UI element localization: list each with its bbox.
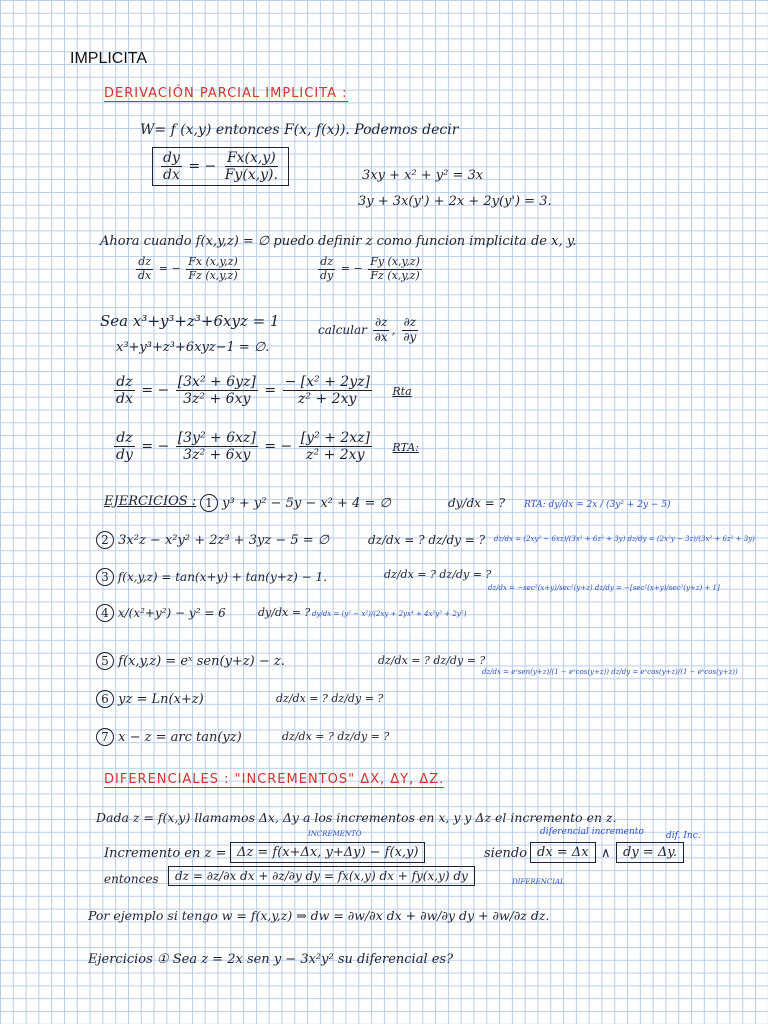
incremento-note: INCREMENTO	[308, 830, 362, 838]
exercise-2-answer: dz/dx = (2xy² − 6xz)/(3x² + 6z² + 3y) dz/dy = (2x²y − 3z)/(3x² + 6z² + 3y)	[494, 535, 755, 543]
exercise-5-ask: dz/dx = ? dz/dy = ?	[378, 654, 486, 667]
example-line-2: 3y + 3x(y') + 2x + 2y(y') = 3.	[358, 194, 552, 209]
fraction-denominator: dx	[116, 391, 133, 408]
exercise-3	[96, 568, 327, 586]
fraction-numerator: [y² + 2xz]	[300, 430, 370, 446]
equals-sign: =	[264, 382, 277, 399]
result-dz-dy	[112, 430, 419, 463]
exercise-1	[200, 494, 391, 512]
result-dz-dx	[112, 374, 412, 407]
exercise-1-answer: RTA: dy/dx = 2x / (3y² + 2y − 5)	[524, 500, 671, 510]
section-heading-derivacion: DERIVACIÓN PARCIAL IMPLICITA :	[104, 86, 348, 101]
exercise-number: 7	[96, 728, 114, 746]
answer-tag: Rta	[392, 384, 412, 398]
fraction-denominator: ∂y	[403, 329, 417, 344]
fraction-denominator: Fy(x,y).	[224, 167, 278, 184]
fraction-numerator: Fx(x,y)	[226, 150, 276, 166]
section-heading-diferenciales	[104, 772, 444, 787]
exercise-6	[96, 690, 204, 708]
answer-tag: RTA:	[392, 440, 419, 454]
exercise-expression: yz = Ln(x+z)	[118, 692, 204, 707]
equals-sign: = −	[340, 262, 363, 276]
sea-equation: Sea x³+y³+z³+6xyz = 1	[100, 312, 280, 330]
exercise-4-answer: dy/dx = (y² − x²)/(2xy + 2yx⁴ + 4x²y³ + 2y⁵)	[312, 610, 467, 618]
dy-formula-box: dy = Δy.	[616, 842, 684, 863]
fraction-denominator: dx	[163, 167, 180, 184]
fraction-numerator: − [x² + 2yz]	[284, 374, 370, 390]
exercise-expression: x/(x²+y²) − y² = 6	[117, 606, 226, 620]
exercise-expression: f(x,y,z) = tan(x+y) + tan(y+z) − 1.	[117, 570, 327, 584]
exercise-6-ask: dz/dx = ? dz/dy = ?	[276, 692, 384, 705]
fraction-numerator: [3x² + 6yz]	[177, 374, 256, 390]
exercise-7-ask: dz/dx = ? dz/dy = ?	[282, 730, 390, 743]
sea-equation-zero: x³+y³+z³+6xyz−1 = ∅.	[116, 340, 270, 355]
exercise-5	[96, 652, 285, 670]
dx-formula-box: dx = Δx	[530, 842, 596, 863]
diferencial-note: diferencial incremento	[540, 827, 644, 837]
incremento-label: Incremento en z =	[104, 846, 227, 861]
equals-sign: = −	[264, 438, 293, 455]
exercise-7	[96, 728, 242, 746]
fraction-denominator: dy	[116, 447, 133, 464]
equals-sign: = −	[188, 158, 217, 175]
dada-line: Dada z = f(x,y) llamamos Δx, Δy a los incrementos en x, y y Δz el incremento en z.	[96, 810, 617, 825]
and-symbol: ∧	[601, 846, 611, 861]
fraction-denominator: 3z² + 6xy	[183, 391, 251, 408]
fraction-numerator: dz	[116, 430, 133, 446]
exercise-number: 3	[96, 568, 114, 586]
exercise-4	[96, 604, 226, 622]
formula-dz-dy	[316, 256, 424, 282]
formula-dz-dx	[134, 256, 242, 282]
exercise-number: 2	[96, 531, 114, 549]
fraction-denominator: Fz (x,y,z)	[370, 268, 420, 282]
fraction-denominator: Fz (x,y,z)	[188, 268, 238, 282]
incremento-formula-box: Δz = f(x+Δx, y+Δy) − f(x,y)	[230, 842, 425, 863]
fraction-numerator: dz	[320, 255, 334, 268]
example-line-1: 3xy + x² + y² = 3x	[362, 168, 484, 183]
equals-sign: = −	[141, 382, 170, 399]
exercise-2-ask: dz/dx = ? dz/dy = ?	[368, 533, 486, 547]
ejercicios-label: EJERCICIOS :	[104, 494, 197, 509]
fraction-numerator: Fy (x,y,z)	[370, 255, 420, 268]
fraction-denominator: z² + 2xy	[306, 447, 365, 464]
fraction-denominator: z² + 2xy	[298, 391, 357, 408]
fraction-numerator: ∂z	[403, 315, 417, 329]
ejemplo-line: Por ejemplo si tengo w = f(x,y,z) ⇒ dw = ∂w/∂x dx + ∂w/∂y dy + ∂w/∂z dz.	[88, 908, 550, 923]
exercise-3-answer: dz/dx = −sec²(x+y)/sec²(y+z) dz/dy = −[sec²(x+y)/sec²(y+z) + 1]	[488, 584, 720, 592]
fraction-numerator: [3y² + 6xz]	[177, 430, 256, 446]
ejercicio-final: Ejercicios ① Sea z = 2x sen y − 3x²y² su diferencial es?	[88, 952, 454, 967]
differential-formula-box: dz = ∂z/∂x dx + ∂z/∂y dy = fx(x,y) dx + fy(x,y) dy	[168, 866, 475, 886]
fraction-numerator: dz	[116, 374, 133, 390]
entonces-label: entonces	[104, 872, 159, 886]
page-title: IMPLICITA	[70, 50, 148, 67]
text-line-implicit: Ahora cuando f(x,y,z) = ∅ puedo definir z como funcion implicita de x, y.	[100, 234, 577, 249]
equals-sign: = −	[141, 438, 170, 455]
exercise-expression: 3x²z − x²y² + 2z³ + 3yz − 5 = ∅	[118, 533, 330, 548]
siendo-label: siendo	[484, 846, 528, 861]
exercise-5-answer: dz/dx = eˣsen(y+z)/(1 − eˣcos(y+z)) dz/dy = eˣcos(y+z)/(1 − eˣcos(y+z))	[482, 668, 738, 676]
exercise-expression: x − z = arc tan(yz)	[118, 730, 242, 745]
fraction-denominator: 3z² + 6xy	[183, 447, 251, 464]
dif-inc-note: dif. Inc.	[666, 831, 701, 841]
fraction-denominator: dy	[320, 268, 334, 282]
exercise-3-ask: dz/dx = ? dz/dy = ?	[384, 568, 492, 581]
fraction-numerator: ∂z	[374, 315, 388, 329]
exercise-1-ask: dy/dx = ?	[448, 496, 506, 510]
exercise-number: 5	[96, 652, 114, 670]
fraction-numerator: dz	[138, 255, 152, 268]
exercise-expression: f(x,y,z) = eˣ sen(y+z) − z.	[118, 654, 285, 669]
exercise-number: 4	[96, 604, 114, 622]
exercise-4-ask: dy/dx = ?	[258, 606, 311, 619]
fraction-denominator: ∂x	[374, 329, 388, 344]
calcular-text: calcular	[318, 322, 367, 337]
equals-sign: = −	[158, 262, 181, 276]
exercise-expression: y³ + y² − 5y − x² + 4 = ∅	[222, 496, 391, 511]
exercise-number: 6	[96, 690, 114, 708]
calcular-label: calcular $\frac{\partial z}{\partial x}$ , $\frac{\partial z}{\partial y}$	[318, 315, 417, 344]
exercise-2	[96, 531, 329, 549]
fraction-numerator: dy	[163, 150, 180, 166]
formula-box-dy-dx	[152, 147, 289, 186]
heading-text: DIFERENCIALES : "INCREMENTOS" ΔX, ΔY, ΔZ.	[104, 772, 445, 787]
fraction-denominator: dx	[138, 268, 152, 282]
diferencial-tag: DIFERENCIAL	[512, 878, 565, 886]
text-line-definition: W= f (x,y) entonces F(x, f(x)). Podemos decir	[140, 122, 459, 138]
fraction-numerator: Fx (x,y,z)	[188, 255, 238, 268]
exercise-number: 1	[200, 494, 218, 512]
